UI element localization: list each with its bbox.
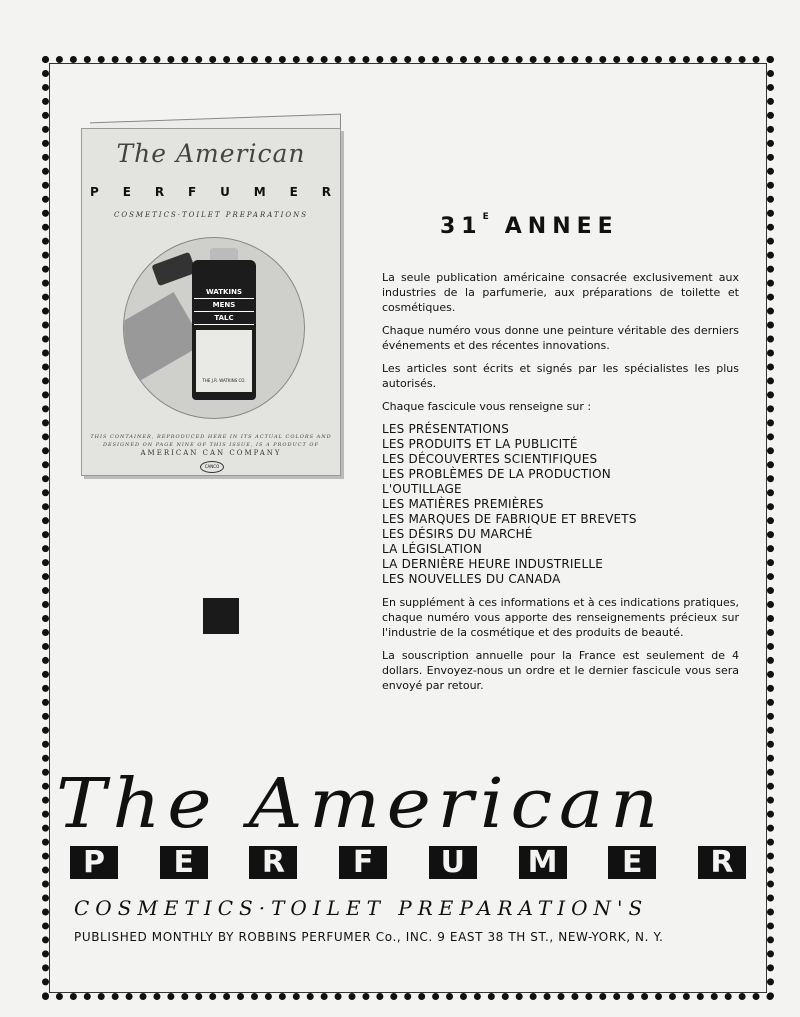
cover-letter: M: [253, 185, 267, 199]
topic-item: LA DERNIÈRE HEURE INDUSTRIELLE: [382, 557, 603, 571]
cover-company: AMERICAN CAN COMPANY: [140, 449, 282, 457]
cover-photo: [123, 237, 305, 419]
topic-list: [382, 422, 739, 587]
logo-letter: U: [429, 846, 477, 879]
logo-letter: E: [608, 846, 656, 879]
cover-letter: E: [122, 185, 132, 199]
paragraph: La souscription annuelle pour la France est seulement de 4 dollars. Envoyez-nous un ordre et le dernier fascicule vous sera envoyé par retour.: [382, 649, 739, 692]
bottle-label-line: MENS: [194, 299, 254, 312]
logo-script: The American: [56, 765, 665, 844]
logo-letter: E: [160, 846, 208, 879]
publisher-line: PUBLISHED MONTHLY BY ROBBINS PERFUMER Co., INC. 9 EAST 38 TH ST., NEW-YORK, N. Y.: [74, 930, 664, 944]
body-text: [382, 270, 739, 701]
topic-item: LES MARQUES DE FABRIQUE ET BREVETS: [382, 512, 637, 526]
logo-letter: M: [519, 846, 567, 879]
logo-letter: P: [70, 846, 118, 879]
topic-item: LES MATIÈRES PREMIÈRES: [382, 497, 544, 511]
topic-item: L'OUTILLAGE: [382, 482, 462, 496]
paragraph: La seule publication américaine consacrée exclusivement aux industries de la parfumerie, aux préparations de toilette et cosmétiques.: [382, 271, 739, 314]
cover-letter: U: [220, 185, 231, 199]
cover-letter: E: [289, 185, 299, 199]
logo-letter: R: [249, 846, 297, 879]
headline-word: ANNEE: [504, 214, 619, 239]
paragraph: Chaque numéro vous donne une peinture véritable des derniers événements et des récentes innovations.: [382, 324, 739, 352]
topic-item: LES DÉCOUVERTES SCIENTIFIQUES: [382, 452, 598, 466]
topic-item: LES NOUVELLES DU CANADA: [382, 572, 561, 586]
headline-number: 31: [440, 214, 483, 239]
cover-letter: R: [321, 185, 332, 199]
bottle-label-line: WATKINS: [194, 286, 254, 299]
headline: [440, 214, 619, 239]
headline-superscript: E: [482, 212, 489, 222]
magazine-cover: [81, 128, 341, 476]
paragraph: En supplément à ces informations et à ces indications pratiques, chaque numéro vous apporte des renseignements précieux sur l'industrie de la cosmétique et des produits de beauté.: [382, 596, 739, 639]
cover-subtitle: COSMETICS·TOILET PREPARATIONS: [113, 211, 309, 219]
logo-letter: F: [339, 846, 387, 879]
logo-letter: R: [698, 846, 746, 879]
cover-script-title: The American: [116, 139, 306, 168]
bottle-label-line: TALC: [194, 312, 254, 325]
paragraph: Les articles sont écrits et signés par les spécialistes les plus autorisés.: [382, 362, 739, 390]
cover-badge: CANCO: [200, 461, 224, 473]
cover-letter: F: [187, 185, 198, 199]
topic-item: LA LÉGISLATION: [382, 542, 483, 556]
topic-item: LES PROBLÈMES DE LA PRODUCTION: [382, 467, 611, 481]
cover-letter: P: [90, 185, 100, 199]
cover-caption: THIS CONTAINER, REPRODUCED HERE IN ITS ACTUAL COLORS AND DESIGNED ON PAGE NINE OF THIS ISSUE, IS A PRODUCT OF: [90, 434, 332, 448]
comb-illustration: [151, 252, 196, 286]
cover-letter: R: [154, 185, 166, 199]
topic-item: LES DÉSIRS DU MARCHÉ: [382, 527, 533, 541]
black-square: [203, 598, 239, 634]
bottle-label: [194, 286, 254, 325]
topic-item: LES PRODUITS ET LA PUBLICITÉ: [382, 437, 578, 451]
logo-title: [70, 846, 746, 879]
bottle-foot-text: THE J.R. WATKINS CO.: [202, 378, 246, 383]
topic-item: LES PRÉSENTATIONS: [382, 422, 510, 436]
logo-tagline: COSMETICS·TOILET PREPARATION'S: [74, 896, 649, 920]
cover-title: [90, 185, 332, 199]
paragraph: Chaque fascicule vous renseigne sur :: [382, 400, 592, 413]
